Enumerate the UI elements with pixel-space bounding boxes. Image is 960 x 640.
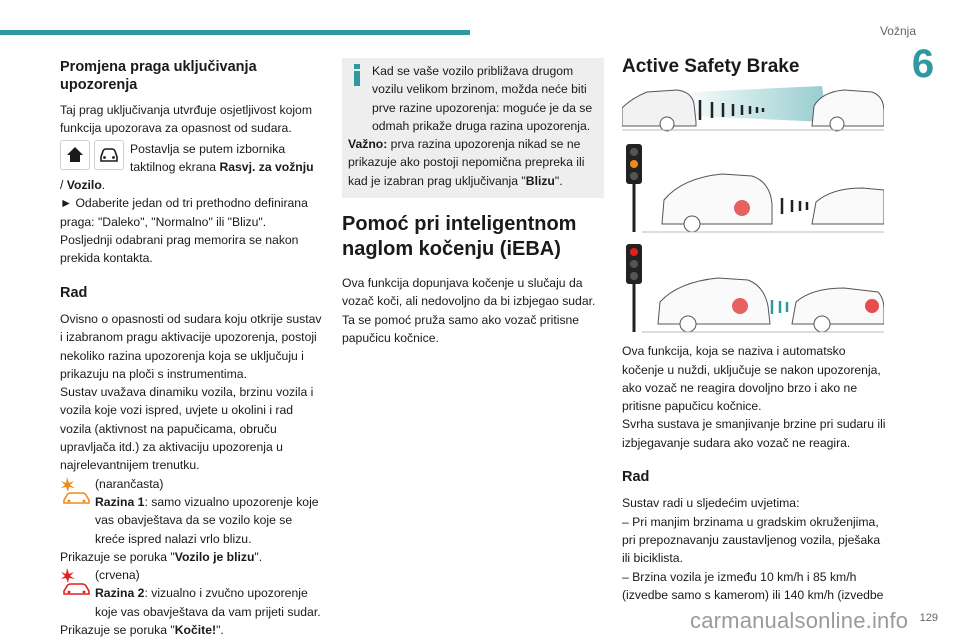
- column-left: [60, 58, 322, 639]
- asb-purpose: Svrha sustava je smanjivanje brzine pri sudaru ili izbjegavanje sudara ako vozač ne reagira.: [622, 417, 886, 450]
- illustration-red-warning: [622, 240, 884, 336]
- asb-conditions-intro: Sustav radi u sljedećim uvjetima:: [622, 496, 800, 511]
- car-menu-icon: [94, 140, 124, 170]
- collision-warning-red-icon: [60, 566, 92, 596]
- ieba-body: Ova funkcija dopunjava kočenje u slučaju da vozač koči, ali nedovoljno da bi izbjegao sudar. Ta se pomoć pruža samo ako vozač pritisne papučicu kočnice.: [342, 276, 596, 345]
- chapter-number: 6: [911, 42, 935, 86]
- asb-condition-1: – Pri manjim brzinama u gradskim okruženjima, pri prepoznavanju zaustavljenog vozila, pješaka ili biciklista.: [622, 514, 881, 566]
- info-note: Važno: prva razina upozorenja nikad se ne prikazuje ako postoji nepomična prepreka ili kad je izabran prag uključivanja "Blizu".: [348, 137, 585, 188]
- threshold-heading: Promjena praga uključivanja upozorenja: [60, 59, 257, 93]
- level1-row: [60, 475, 322, 548]
- column-right: [622, 58, 888, 604]
- header-accent-bar: [0, 30, 470, 35]
- menu-path-cont: / Vozilo.: [60, 178, 106, 193]
- info-icon: [350, 64, 364, 86]
- level2-row: [60, 566, 322, 621]
- asb-condition-2: – Brzina vozila je između 10 km/h i 85 km/h (izvedbe samo s kamerom) ili 140 km/h (izvedbe: [622, 569, 884, 602]
- section-title: Vožnja: [879, 24, 916, 38]
- level2-message: Prikazuje se poruka "Kočite!".: [60, 623, 224, 638]
- menu-path-row: [60, 140, 322, 177]
- asb-operation-heading: Rad: [622, 469, 650, 486]
- asb-description: Ova funkcija, koja se naziva i automatsko kočenje u nuždi, uključuje se nakon upozorenja, ako vozač ne reagira dovoljno brzo i ako ne pritisne papučicu kočnice.: [622, 344, 881, 414]
- operation-heading: Rad: [60, 284, 88, 301]
- page-title: Active Safety Brake: [622, 56, 800, 77]
- watermark: carmanualsonline.info: [690, 608, 909, 633]
- menu-path-text: Postavlja se putem izbornika taktilnog ekrana Rasvj. za vožnju: [130, 141, 314, 174]
- level1-text: (narančasta) Razina 1: samo vizualno upozorenje koje vas obavještava da se vozilo koje se kreće ispred nalazi vrlo blizu.: [95, 476, 319, 546]
- illustration-orange-warning: [622, 138, 884, 234]
- memory-note: Posljednji odabrani prag memorira se nakon prekida kontakta.: [60, 233, 299, 266]
- column-middle: [342, 58, 604, 347]
- operation-paragraph-1: Ovisno o opasnosti od sudara koju otkrije sustav i izabranom pragu aktivacije upozorenja, postoji nekoliko razina upozorenja koja se uključuju i prikazuju na ploči s instrumentima.: [60, 311, 322, 381]
- page-number: 129: [919, 612, 938, 624]
- illustration-following-car: [622, 82, 884, 132]
- home-icon: [60, 140, 90, 170]
- level1-message: Prikazuje se poruka "Vozilo je blizu".: [60, 549, 263, 564]
- operation-paragraph-2: Sustav uvažava dinamiku vozila, brzinu vozila i vozila koje vozi ispred, uvjete u okolini i rad vozila (aktivnost na papučicama, obruču upravljača itd.) za aktivaciju upozorenja u najrelevantnijem trenutku.: [60, 385, 314, 473]
- ieba-heading: Pomoć pri inteligentnom naglom kočenju (iEBA): [342, 213, 577, 261]
- collision-warning-orange-icon: [60, 475, 92, 505]
- select-threshold-step: ► Odaberite jedan od tri prethodno definirana praga: "Daleko", "Normalno" ili "Blizu".: [60, 196, 308, 229]
- threshold-intro: Taj prag uključivanja utvrđuje osjetljivost kojom funkcija upozorava za opasnost od sudara.: [60, 103, 312, 136]
- level2-text: (crvena) Razina 2: vizualno i zvučno upozorenje koje vas obavještava da vam prijeti sudar.: [95, 568, 321, 619]
- info-text: Kad se vaše vozilo približava drugom vozilu velikom brzinom, možda neće biti prve razine upozorenja: moguće je da se odmah prikaže druga razina upozorenja.: [372, 64, 593, 133]
- info-box: [342, 58, 604, 198]
